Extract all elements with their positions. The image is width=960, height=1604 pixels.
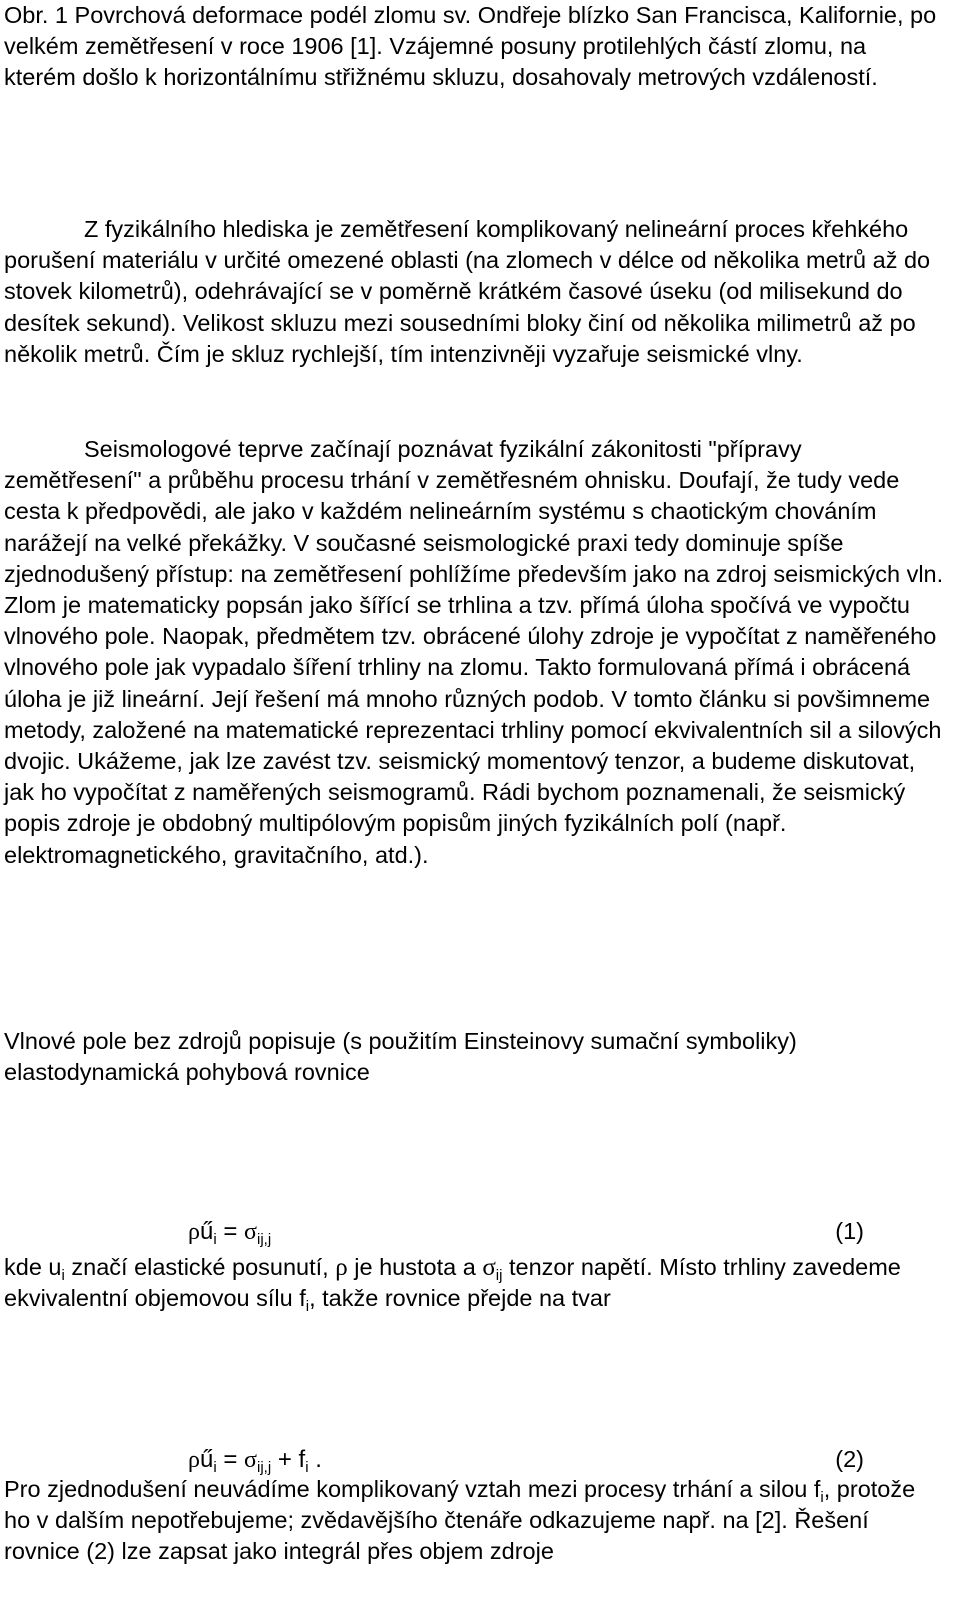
- equation-1: [4, 1216, 864, 1248]
- paragraph-simplification: Pro zjednodušení neuvádíme komplikovaný vztah mezi procesy trhání a silou $f_i$, protože ho v dalším nepotřebujeme; zvědavějšího čtenáře odkazujeme např. na [2]. Řešení rovnice (2) lze zapsat jako integrál přes objem zdroje: [4, 1476, 916, 1565]
- rho-symbol: ρ: [188, 1447, 200, 1473]
- equation-1-expression: $\rho ű_i = \sigma_{ij,j}$: [188, 1218, 272, 1248]
- figure-caption: Obr. 1 Povrchová deformace podél zlomu sv. Ondřeje blízko San Francisca, Kalifornie, po velkém zemětřesení v roce 1906 [1]. Vzájemné posuny protilehlých částí zlomu, na kterém došlo k horizontálnímu střižnému skluzu, dosahovaly metrových vzdáleností.: [4, 2, 937, 91]
- paragraph-definitions: kde $u_i$ značí elastické posunutí, ρ je hustota a $\sigma_{ij}$ tenzor napětí. Místo trhliny zavedeme ekvivalentní objemovou sílu $f_i$, takže rovnice přejde na tvar: [4, 1254, 901, 1316]
- sigma-symbol: σ: [244, 1447, 257, 1473]
- equation-2-expression: $\rho ű_i = \sigma_{ij,j} + f_i$ .: [188, 1446, 322, 1476]
- sigma-symbol: σ: [244, 1219, 257, 1245]
- equation-1-number: (1): [835, 1218, 864, 1244]
- paragraph-physical-view: Z fyzikálního hlediska je zemětřesení komplikovaný nelineární proces křehkého porušení materiálu v určité omezené oblasti (na zlomech v délce od několika metrů až do stovek kilometrů), odehrávající se v poměrně krátkém časové úseku (od milisekund do desítek sekund). Velikost skluzu mezi sousedními bloky činí od několika milimetrů až po několik metrů. Čím je skluz rychlejší, tím intenzivněji vyzařuje seismické vlny.: [4, 216, 931, 367]
- rho-symbol: ρ: [188, 1219, 200, 1245]
- paragraph-wave-field: Vlnové pole bez zdrojů popisuje (s použitím Einsteinovy sumační symboliky) elastodynamická pohybová rovnice: [4, 1028, 797, 1086]
- paragraph-seismologists: Seismologové teprve začínají poznávat fyzikální zákonitosti "přípravy zemětřesení" a průběhu procesu trhání v zemětřesném ohnisku. Doufají, že tudy vede cesta k předpovědi, ale jako v každém nelineárním systému s chaotickým chováním narážejí na velké překážky. V současné seismologické praxi tedy dominuje spíše zjednodušený přístup: na zemětřesení pohlížíme především jako na zdroj seismických vln. Zlom je matematicky popsán jako šířící se trhlina a tzv. přímá úloha spočívá ve vypočtu vlnového pole. Naopak, předmětem tzv. obrácené úlohy zdroje je vypočítat z naměřeného vlnového pole jak vypadalo šíření trhliny na zlomu. Takto formulovaná přímá i obrácená úloha je již lineární. Její řešení má mnoho různých podob. V tomto článku si povšimneme metody, založené na matematické reprezentaci trhliny pomocí ekvivalentních sil a silových dvojic. Ukážeme, jak lze zavést tzv. seismický momentový tenzor, a budeme diskutovat, jak ho vypočítat z naměřených seismogramů. Rádi bychom poznamenali, že seismický popis zdroje je obdobný multipólovým popisům jiných fyzikálních polí (např. elektromagnetického, gravitačního, atd.).: [4, 436, 944, 868]
- rho-symbol: ρ: [335, 1254, 348, 1281]
- equation-2-number: (2): [835, 1446, 864, 1472]
- equation-2: [4, 1444, 864, 1476]
- u-symbol: ű: [199, 1218, 214, 1245]
- u-symbol: ű: [199, 1446, 214, 1473]
- sigma-symbol: σ: [482, 1254, 496, 1281]
